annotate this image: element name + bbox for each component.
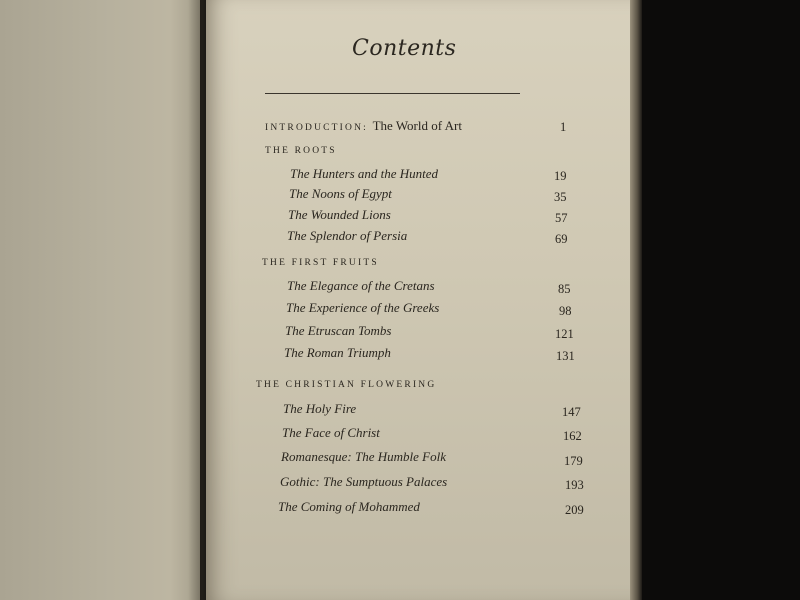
chapter-page: 98 — [559, 304, 572, 318]
chapter-title: The Noons of Egypt — [289, 186, 392, 201]
heading-rule — [265, 93, 520, 94]
chapter-page: 69 — [555, 232, 568, 246]
chapter-title: The Roman Triumph — [284, 345, 391, 360]
intro-entry — [265, 118, 462, 134]
section-title: THE FIRST FRUITS — [262, 258, 379, 268]
chapter-title: The Splendor of Persia — [287, 228, 408, 243]
intro-title: The World of Art — [372, 118, 462, 133]
chapter-title: Romanesque: The Humble Folk — [281, 449, 446, 464]
chapter-page: 57 — [555, 211, 568, 225]
contents-heading: Contents — [352, 36, 457, 61]
chapter-page: 209 — [565, 503, 584, 517]
chapter-page: 19 — [554, 169, 567, 183]
chapter-title: Gothic: The Sumptuous Palaces — [280, 474, 448, 489]
chapter-page: 162 — [563, 429, 582, 443]
chapter-title: The Holy Fire — [283, 401, 357, 416]
chapter-page: 35 — [554, 190, 567, 204]
section-title: THE ROOTS — [265, 146, 337, 156]
chapter-title: The Face of Christ — [282, 425, 380, 440]
chapter-page: 179 — [564, 454, 583, 468]
page-edge — [630, 0, 642, 600]
chapter-page: 85 — [558, 282, 571, 296]
chapter-title: The Wounded Lions — [288, 207, 391, 222]
intro-page: 1 — [560, 120, 567, 134]
chapter-title: The Experience of the Greeks — [286, 300, 440, 315]
chapter-page: 193 — [565, 478, 584, 492]
chapter-title: The Hunters and the Hunted — [290, 166, 439, 181]
section-title: THE CHRISTIAN FLOWERING — [256, 380, 437, 390]
chapter-page: 131 — [556, 349, 575, 363]
chapter-page: 121 — [555, 327, 574, 341]
chapter-page: 147 — [562, 405, 581, 419]
chapter-title: The Etruscan Tombs — [285, 323, 392, 338]
intro-label: INTRODUCTION: — [265, 123, 369, 133]
left-page — [0, 0, 200, 600]
chapter-title: The Elegance of the Cretans — [287, 278, 435, 293]
chapter-title: The Coming of Mohammed — [278, 499, 420, 514]
